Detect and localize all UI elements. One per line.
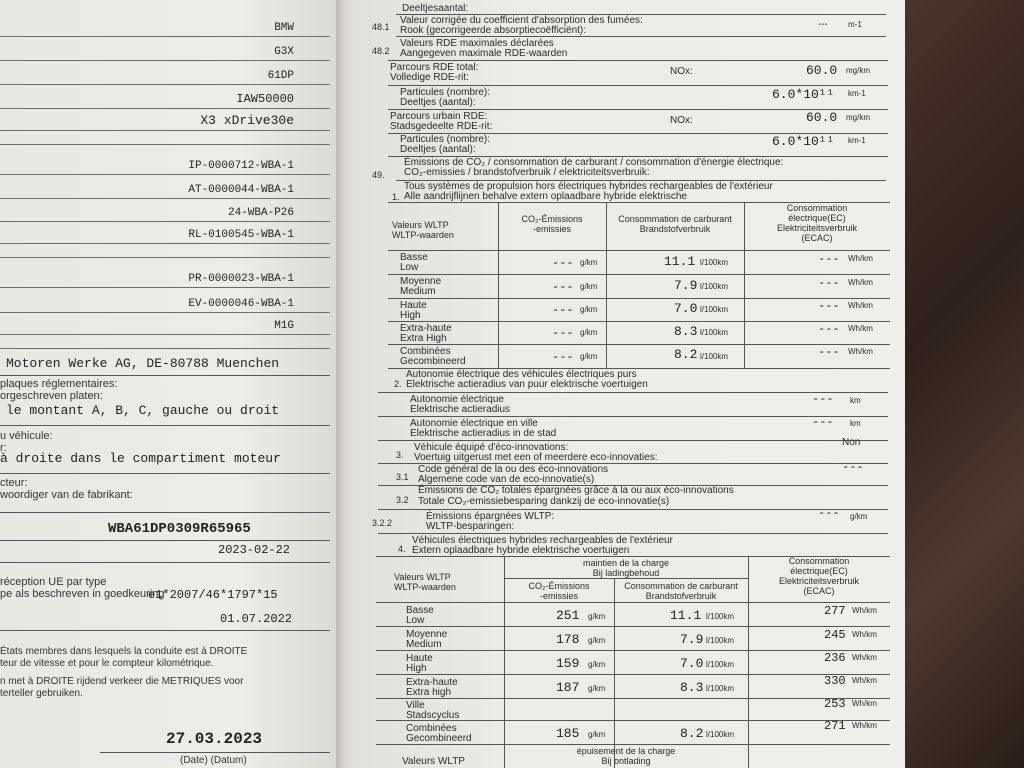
left-row: G3X	[0, 38, 330, 61]
left-row	[0, 130, 330, 145]
left-row: BMW	[0, 14, 330, 37]
left-row: X3 xDrive30e	[0, 108, 330, 131]
right-page: Deeltjesaantal: 48.1 Valeur corrigée du coefficient d'absorption des fumées: Rook (gecorrigeerde absorptiecoëfficiënt): --- m-1 48.2 Valeurs RDE maximales déclarées Aangegeven maximale RDE-waarden Parcours RDE total: Volledige RDE-rit: NOx: 60.0 mg/km Particules (nombre): Deeltjes (aantal): 6.0*10¹¹ km-1 Parcours urbain RDE: Stadsgedeelte RDE-rit: NOx: 60.0 mg/km Particules (nombre): Deeltjes (aantal): 6.0*10¹¹ km-1 49. Émissions de CO₂ / consommation de carburant / consommation d'énergie électrique: CO₂-emissies / brandstofverbruik / elektriciteitsverbruik: 1. Tous systèmes de propulsion hors électriques hybrides rechargeables de l'extérieur Alle aandrijflijnen behalve extern oplaadbare hybride elektrische Valeurs WLTP WLTP-waarden CO₂-Émissions -emissies Consommation de carburant Brandstofverbruik Consommation électrique(EC) Elektriciteitsverbruik (ECAC) Basse Low --- g/km 11.1 l/100km --- Wh/km Moyenne Medium --- g/km 7.9 l/100km --- Wh/km Haute High --- g/km 7.0 l/100km --- Wh/km Extra-haute Extra High --- g/km 8.3 l/100km --- Wh/km Combinées Gecombineerd --- g/km 8.2 l/100km --- Wh/km 2. Autonomie électrique des véhicules électriques purs Elektrische actieradius van puur elektrische voertuigen Autonomie électrique Elektrische actieradius --- km Autonomie électrique en ville Elektrische actieradius in de stad --- km 3. Véhicule équipé d'éco-innovations: Voertuig uitgerust met een of meerdere eco-innovaties: Non 3.1 Code général de la ou des éco-innovations Algemene code van de eco-innovatie(s) --- 3.2 Émissions de CO₂ totales épargnées grâce à la ou aux éco-innovations Totale CO₂-emissiebesparing dankzij de eco-innovatie(s) 3.2.2 Émissions épargnées WLTP: WLTP-besparingen: --- g/km 4. Véhicules électriques hybrides rechargeables de l'extérieur Extern oplaadbare hybride elektrische voertuigen Valeurs WLTP WLTP-waarden maintien de la charge Bij ladingbehoud CO₂-Émissions -emissies Consommation de carburant Brandstofverbruik Consommation électrique(EC) Elektriciteitsverbruik (ECAC) Basse Low 251 g/km 11.1 l/100km 277 Wh/km Moyenne Medium 178 g/km 7.9 l/100km 245 Wh/km Haute High 159 g/km 7.0 l/100km 236 Wh/km Extra-haute Extra high 187 g/km 8.3 l/100km 330 Wh/km Ville Stadscyclus 253 Wh/km Combinées Gecombineerd 185 g/km 8.2 l/100km 271 Wh/km Valeurs WLTP épuisement de la charge Bij ontlading	[352, 0, 905, 768]
leather-background	[900, 0, 1024, 768]
signature-date: 27.03.2023	[166, 730, 263, 748]
left-row: 61DP	[0, 62, 330, 85]
left-row: 24-WBA-P26	[0, 199, 330, 222]
left-row: AT-0000044-WBA-1	[0, 176, 330, 199]
manufacturer-address: Motoren Werke AG, DE-80788 Muenchen	[6, 356, 280, 371]
eco-innovation-value: Non	[842, 437, 861, 448]
approval-date: 01.07.2022	[220, 612, 293, 626]
vin-number: WBA61DP0309R65965	[108, 521, 251, 537]
left-row: IAW50000	[0, 86, 330, 109]
issue-date: 2023-02-22	[218, 543, 291, 557]
left-row: PR-0000023-WBA-1	[0, 265, 330, 288]
approval-number: e1*2007/46*1797*15	[148, 588, 278, 602]
left-row: M1G	[0, 312, 330, 335]
left-row: EV-0000046-WBA-1	[0, 290, 330, 313]
left-row: IP-0000712-WBA-1	[0, 152, 330, 175]
left-row	[0, 334, 330, 349]
left-row	[0, 243, 330, 258]
vin-location: à droite dans le compartiment moteur	[0, 451, 281, 466]
page-gutter	[336, 0, 352, 768]
plate-location: le montant A, B, C, gauche ou droit	[6, 403, 280, 418]
left-row: RL-0100545-WBA-1	[0, 221, 330, 244]
left-page: BMW G3X 61DP IAW50000 X3 xDrive30e IP-0000712-WBA-1 AT-0000044-WBA-1 24-WBA-P26 RL-0100545-WBA-1 PR-0000023-WBA-1 EV-0000046-WBA-1 M1G Motoren Werke AG, DE-80788 Muenchen plaques réglementaires: orgeschreven platen: le montant A, B, C, gauche ou droit u véhicule: r: à droite dans le compartiment moteur cteur: woordiger van de fabrikant: WBA61DP0309R65965 2023-02-22 réception UE par type pe als beschreven in goedkeuring e1*2007/46*1797*15 01.07.2022 États membres dans lesquels la conduite est à DROITE teur de vitesse et pour le compteur kilométrique. n met à DROITE rijdend verkeer die METRIQUES voor terteller gebruiken. 27.03.2023 (Date) (Datum)	[0, 0, 336, 768]
